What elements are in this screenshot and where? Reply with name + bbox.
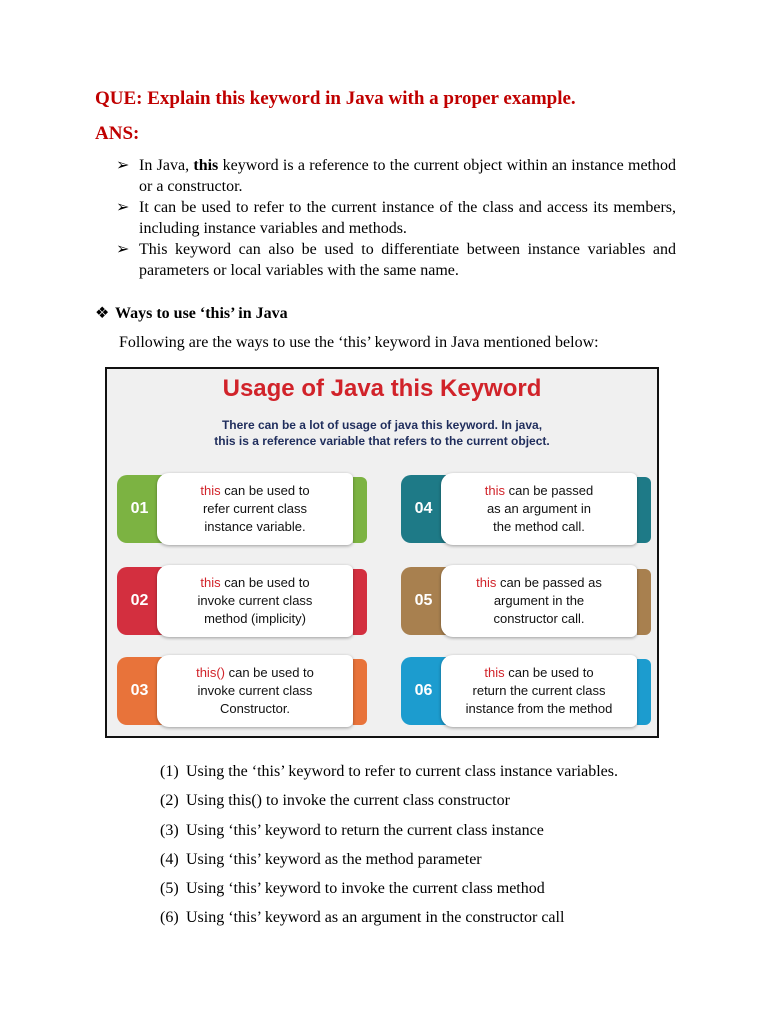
usage-card-02 [117,567,367,639]
bullet-item: ➢ This keyword can also be used to differentiate between instance variables and parameters or local variables with the same name. [116,241,676,279]
ways-heading: ❖ Ways to use ‘this’ in Java [95,305,288,322]
card-number: 05 [401,567,446,635]
card-number: 01 [117,475,162,543]
card-number: 03 [117,657,162,725]
card-endcap [353,659,367,725]
bullet-list [116,155,676,281]
usage-card-06 [401,657,651,729]
usage-card-01 [117,475,367,547]
bullet-item: ➢ In Java, this keyword is a reference to the current object within an instance method or a constructor. [116,157,676,195]
card-number: 02 [117,567,162,635]
intro-sentence: Following are the ways to use the ‘this’ keyword in Java mentioned below: [119,334,599,351]
arrow-bullet-icon: ➢ [116,241,130,258]
card-text: this can be used to invoke current class method (implicity) [157,565,353,637]
card-endcap [353,569,367,635]
infographic-subtitle: There can be a lot of usage of java this keyword. In java, this is a reference variable that refers to the current object. [214,418,550,448]
card-endcap [637,659,651,725]
diamond-bullet-icon: ❖ [95,305,110,322]
usage-card-03 [117,657,367,729]
card-text: this can be used to return the current class instance from the method [441,655,637,727]
list-item: (1) Using the ‘this’ keyword to refer to current class instance variables. [160,763,618,780]
infographic-title: Usage of Java this Keyword [222,375,542,402]
card-endcap [637,569,651,635]
card-endcap [353,477,367,543]
arrow-bullet-icon: ➢ [116,199,130,216]
list-item: (5) Using ‘this’ keyword to invoke the current class method [160,880,545,898]
card-text: this() can be used to invoke current class Constructor. [157,655,353,727]
list-item: (4) Using ‘this’ keyword as the method parameter [160,850,482,868]
card-number: 06 [401,657,446,725]
usage-card-05 [401,567,651,639]
card-number: 04 [401,475,446,543]
usage-card-04 [401,475,651,547]
arrow-bullet-icon: ➢ [116,157,130,174]
question-heading: QUE: Explain this keyword in Java with a proper example. [95,88,576,109]
list-item: (3) Using ‘this’ keyword to return the current class instance [160,821,544,839]
card-text: this can be passed as an argument in the method call. [441,473,637,545]
card-endcap [637,477,651,543]
ways-list [160,763,618,939]
card-text: this can be passed as argument in the constructor call. [441,565,637,637]
card-text: this can be used to refer current class instance variable. [157,473,353,545]
list-item: (2) Using this() to invoke the current class constructor [160,792,510,810]
bullet-item: ➢ It can be used to refer to the current instance of the class and access its members, including instance variables and methods. [116,199,676,237]
list-item: (6) Using ‘this’ keyword as an argument in the constructor call [160,909,565,927]
answer-label: ANS: [95,123,140,144]
usage-infographic [105,367,659,738]
